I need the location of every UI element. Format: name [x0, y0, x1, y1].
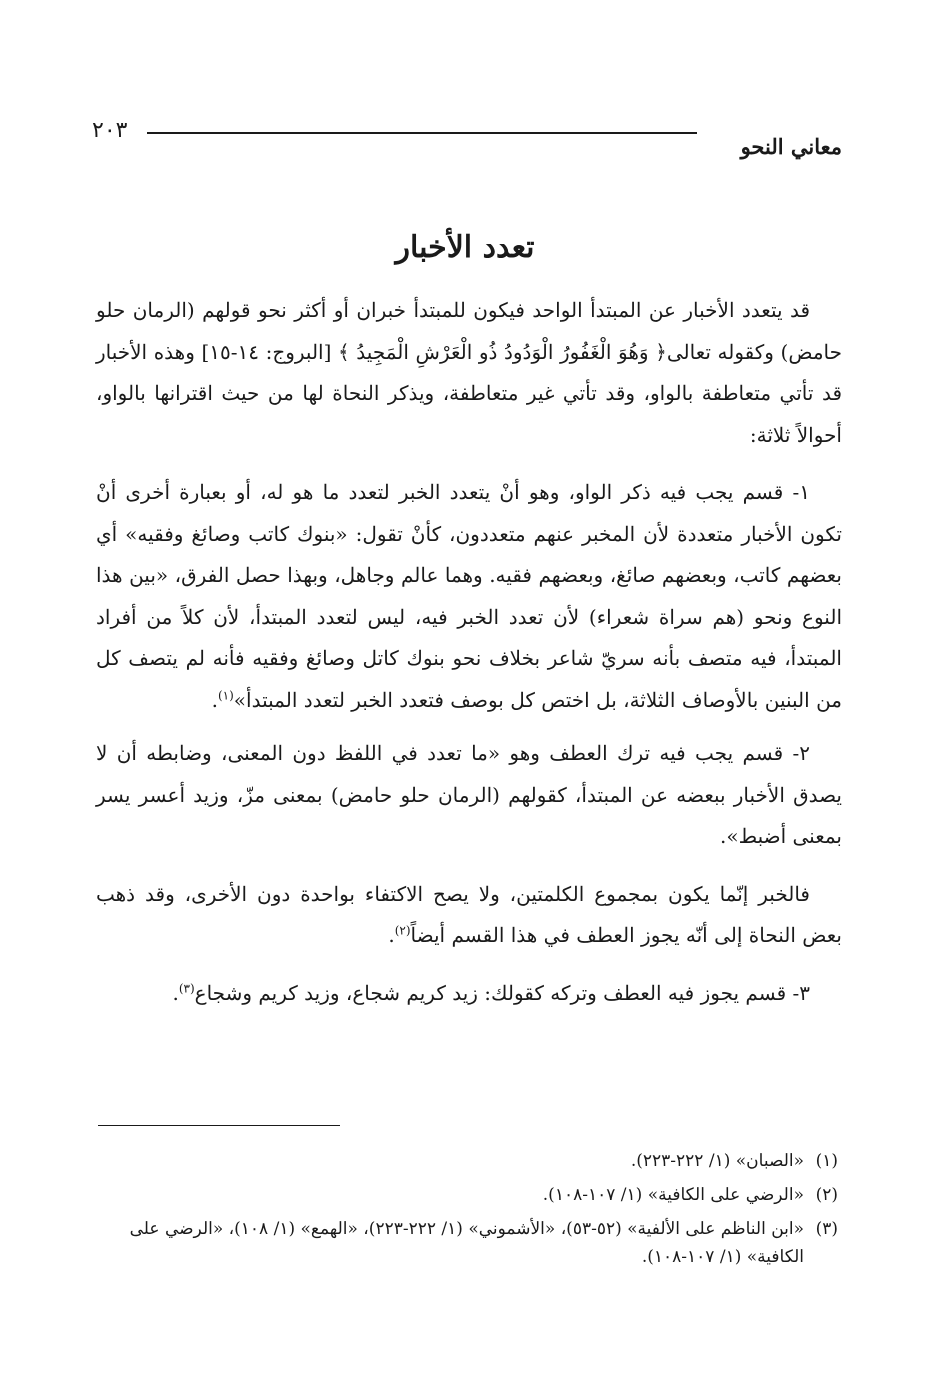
footnotes	[96, 1147, 838, 1277]
footnote-ref-1: (١)	[217, 687, 234, 702]
footnote	[96, 1215, 838, 1271]
paragraph-explanation: فالخبر إنّما يكون بمجموع الكلمتين، ولا يصح الاكتفاء بواحدة دون الأخرى، وقد ذهب بعض النحاة إلى أنّه يجوز العطف في هذا القسم أيضاً$^{(٢)}$.	[96, 881, 842, 947]
paragraph-case-3: ٣- قسم يجوز فيه العطف وتركه كقولك: زيد كريم شجاع، وزيد كريم وشجاع$^{(٣)}$.	[172, 980, 810, 1005]
footnote-text: «الصبان» (١/ ٢٢٢-٢٢٣).	[630, 1151, 804, 1171]
footnote-number: (٣)	[815, 1219, 838, 1239]
paragraph-intro: قد يتعدد الأخبار عن المبتدأ الواحد فيكون للمبتدأ خبران أو أكثر نحو قولهم (الرمان حلو حامض) وكقوله تعالى﴿ وَهُوَ الْغَفُورُ الْوَدُودُ ذُو الْعَرْشِ الْمَجِيدُ ﴾ [البروج: ١٤-١٥] وهذه الأخبار قد تأتي متعاطفة بالواو، وقد تأتي غير متعاطفة، ويذكر النحاة لها من حيث اقترانها بالواو، أحوالاً ثلاثة:	[96, 298, 843, 447]
page-header	[92, 118, 842, 158]
footnote-separator	[98, 1125, 340, 1126]
footnote-text: «ابن الناظم على الألفية» (٥٢-٥٣)، «الأشموني» (١/ ٢٢٢-٢٢٣)، «الهمع» (١/ ١٠٨)، «الرضي على الكافية» (١/ ١٠٧-١٠٨).	[129, 1219, 804, 1267]
main-text	[96, 290, 842, 1022]
footnote-ref-2: (٢)	[394, 923, 411, 938]
footnote	[96, 1181, 838, 1209]
footnote	[96, 1147, 838, 1175]
footnote-ref-3: (٣)	[178, 980, 195, 995]
paragraph-case-1: ١- قسم يجب فيه ذكر الواو، وهو أنْ يتعدد الخبر لتعدد ما هو له، أو بعبارة أخرى أنْ تكون الأخبار متعددة لأن المخبر عنهم متعددون، كأنْ تقول: «بنوك كاتب وصائغ وفقيه» أي بعضهم كاتب، وبعضهم صائغ، وبعضهم فقيه. وهما عالم وجاهل، وبهذا حصل الفرق، «بين هذا النوع ونحو (هم سراة شعراء) لأن تعدد الخبر فيه، ليس لتعدد المبتدأ، لأن كلاً من أفراد المبتدأ، فيه متصف بأنه سريّ شاعر بخلاف نحو بنوك كاتل وصائغ وفقيه فأنه لم يتصف كل من البنين بالأوصاف الثلاثة، بل اختص كل بوصف فتعدد الخبر لتعدد المبتدأ»$^{(١)}$.	[96, 480, 842, 712]
footnote-number: (٢)	[815, 1185, 838, 1205]
header-rule	[147, 132, 697, 134]
running-title: معاني النحو	[740, 134, 842, 159]
footnote-text: «الرضي على الكافية» (١/ ١٠٧-١٠٨).	[542, 1185, 804, 1205]
section-title: تعدد الأخبار	[395, 230, 535, 265]
footnote-number: (١)	[815, 1151, 838, 1171]
page-number: ٢٠٣	[92, 118, 128, 143]
paragraph-case-2: ٢- قسم يجب فيه ترك العطف وهو «ما تعدد في اللفظ دون المعنى، وضابطه أن لا يصدق الأخبار ببعضه عن المبتدأ، كقولهم (الرمان حلو حامض) بمعنى مزّ، وزيد أعسر يسر بمعنى أضبط».	[96, 741, 842, 848]
